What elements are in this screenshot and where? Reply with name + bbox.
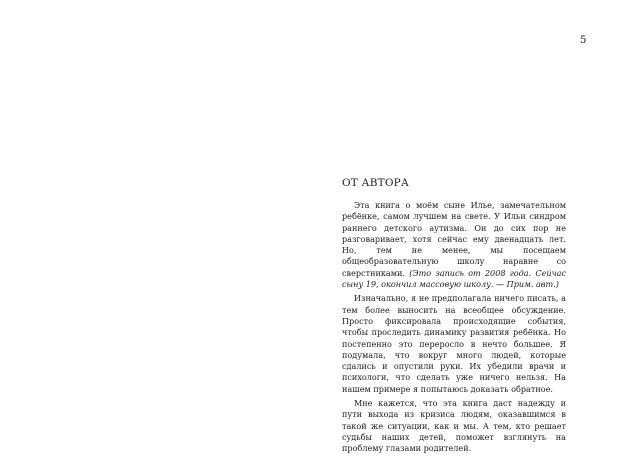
paragraph-text: Эта книга о моём сыне Илье, замечательном ребёнке, самом лучшем на свете. У Ильи синдром раннего детского аутизма. Он до сих пор не разговаривает, хотя сейчас ему двенадцать лет. Но, тем не менее, мы посещаем общеобразовательную школу наравне со сверстниками. [342, 200, 566, 278]
paragraph: Изначально, я не предполагала ничего писать, а тем более выносить на всеобщее обсуждение. Просто фиксировала происходящие события, чтобы проследить динамику развития ребёнка. Но постепенно это переросло в нечто большее. Я подумала, что вокруг много людей, которые сдались и опустили руки. Их убедили врачи и психологи, что сделать уже ничего нельзя. На нашем примере я попытаюсь доказать обратное. [342, 293, 566, 394]
paragraph [342, 200, 566, 290]
paragraph: Мне кажется, что эта книга даст надежду и пути выхода из кризиса людям, оказавшимся в такой же ситуации, как и мы. А тем, кто решает судьбы наших детей, поможет взглянуть на проблему глазами родителей. [342, 398, 566, 454]
page-number: 5 [580, 35, 587, 46]
author-note: (Это запись от 2008 года. Сейчас сыну 19, окончил массовую школу. — Прим. авт.) [342, 267, 567, 290]
body-text [342, 200, 566, 458]
section-title: ОТ АВТОРА [342, 177, 410, 189]
